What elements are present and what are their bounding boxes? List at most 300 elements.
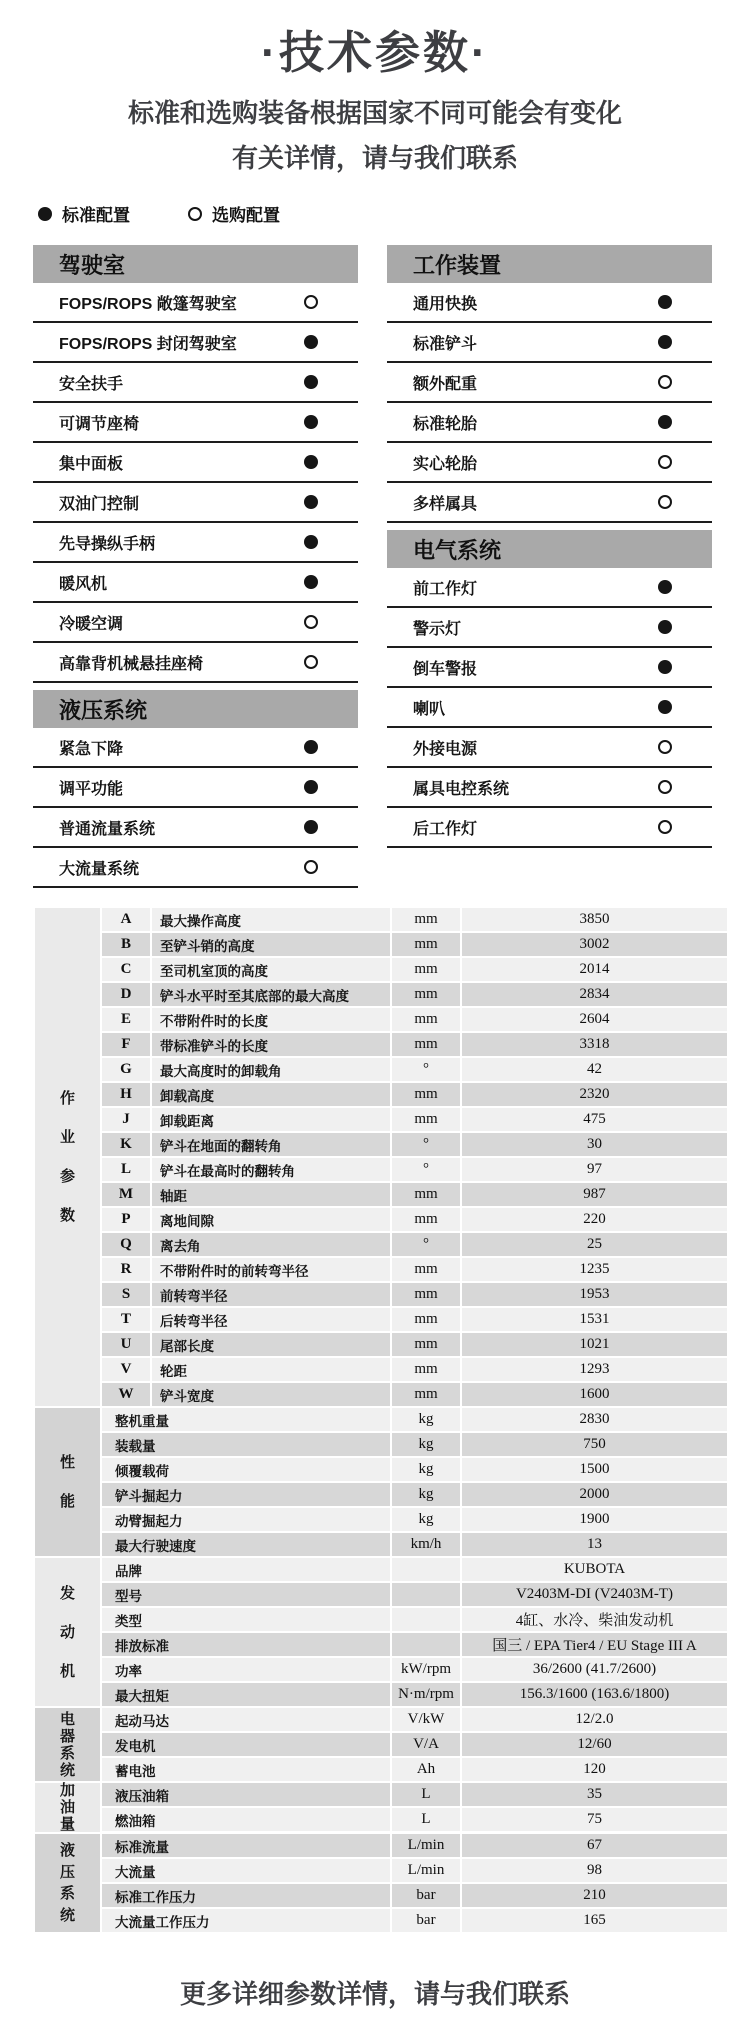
spec-unit: kg xyxy=(392,1458,460,1481)
equipment-label: 倒车警报 xyxy=(413,660,478,678)
spec-label: 离地间隙 xyxy=(152,1208,390,1231)
equipment-row xyxy=(33,523,358,563)
spec-label: 不带附件时的前转弯半径 xyxy=(152,1258,390,1281)
spec-label: 大流量 xyxy=(102,1859,390,1882)
spec-label: 卸载距离 xyxy=(152,1108,390,1131)
standard-config-dot-icon xyxy=(658,700,672,714)
legend-standard xyxy=(38,201,130,226)
optional-config-dot-icon xyxy=(658,455,672,469)
spec-key: C xyxy=(102,958,150,981)
subtitle-line-2: 有关详情，请与我们联系 xyxy=(231,143,518,173)
equipment-row xyxy=(387,608,712,648)
spec-value: 75 xyxy=(462,1808,727,1831)
spec-value: 2014 xyxy=(462,958,727,981)
spec-group xyxy=(35,1708,727,1781)
spec-row xyxy=(102,908,727,931)
spec-group-rows xyxy=(102,1408,727,1556)
spec-value: 750 xyxy=(462,1433,727,1456)
spec-row xyxy=(102,933,727,956)
spec-label: 起动马达 xyxy=(102,1708,390,1731)
spec-group-label-char: 量 xyxy=(59,1816,75,1833)
spec-label: 尾部长度 xyxy=(152,1333,390,1356)
equipment-row xyxy=(33,563,358,603)
optional-config-dot-icon xyxy=(658,375,672,389)
spec-unit: mm xyxy=(392,1108,460,1131)
spec-unit xyxy=(392,1583,460,1606)
page-title: ·技术参数· xyxy=(261,27,489,78)
spec-group-label-char: 统 xyxy=(59,1761,75,1779)
equipment-row xyxy=(33,603,358,643)
spec-value: 1500 xyxy=(462,1458,727,1481)
equipment-label: 冷暖空调 xyxy=(59,615,124,633)
spec-key: J xyxy=(102,1108,150,1131)
spec-label: 铲斗掘起力 xyxy=(102,1483,390,1506)
optional-config-dot-icon xyxy=(658,780,672,794)
spec-key: B xyxy=(102,933,150,956)
spec-label: 卸载高度 xyxy=(152,1083,390,1106)
optional-config-dot-icon xyxy=(304,295,318,309)
equipment-row xyxy=(387,363,712,403)
spec-group xyxy=(35,908,727,1406)
spec-unit xyxy=(392,1558,460,1581)
equipment-row xyxy=(387,768,712,808)
spec-unit: mm xyxy=(392,1258,460,1281)
spec-value: 13 xyxy=(462,1533,727,1556)
spec-unit: Ah xyxy=(392,1758,460,1781)
spec-value: 98 xyxy=(462,1859,727,1882)
spec-row xyxy=(102,1658,727,1681)
standard-config-dot-icon xyxy=(304,495,318,509)
spec-unit: L xyxy=(392,1808,460,1831)
spec-unit: kg xyxy=(392,1408,460,1431)
spec-value: 35 xyxy=(462,1783,727,1806)
standard-config-dot-icon xyxy=(658,620,672,634)
spec-row xyxy=(102,1783,727,1806)
spec-label: 类型 xyxy=(102,1608,390,1631)
spec-row xyxy=(102,1383,727,1406)
spec-label: 标准流量 xyxy=(102,1834,390,1857)
spec-group xyxy=(35,1834,727,1932)
spec-value: 1235 xyxy=(462,1258,727,1281)
spec-value: 210 xyxy=(462,1884,727,1907)
spec-value: 3002 xyxy=(462,933,727,956)
spec-row xyxy=(102,1108,727,1131)
spec-unit: mm xyxy=(392,983,460,1006)
spec-group-label-char: 机 xyxy=(59,1662,75,1680)
spec-row xyxy=(102,1508,727,1531)
section-header: 电气系统 xyxy=(387,530,712,568)
spec-row xyxy=(102,1733,727,1756)
spec-group-label-char: 业 xyxy=(59,1129,75,1146)
equipment-label: 前工作灯 xyxy=(413,580,478,598)
spec-row xyxy=(102,1258,727,1281)
spec-row xyxy=(102,1158,727,1181)
spec-unit: kW/rpm xyxy=(392,1658,460,1681)
spec-label: 品牌 xyxy=(102,1558,390,1581)
spec-value: KUBOTA xyxy=(462,1558,727,1581)
spec-unit: mm xyxy=(392,1283,460,1306)
spec-unit: mm xyxy=(392,1383,460,1406)
spec-label: 铲斗宽度 xyxy=(152,1383,390,1406)
spec-value: 120 xyxy=(462,1758,727,1781)
equipment-row xyxy=(387,443,712,483)
standard-config-dot-icon xyxy=(304,575,318,589)
equipment-row xyxy=(33,848,358,888)
spec-value: 475 xyxy=(462,1108,727,1131)
spec-group-label-char: 数 xyxy=(59,1207,75,1224)
spec-label: 动臂掘起力 xyxy=(102,1508,390,1531)
spec-value: 3850 xyxy=(462,908,727,931)
spec-unit: ° xyxy=(392,1058,460,1081)
spec-label: 至铲斗销的高度 xyxy=(152,933,390,956)
spec-unit: ° xyxy=(392,1158,460,1181)
spec-group-label xyxy=(35,1558,100,1706)
spec-label: 液压油箱 xyxy=(102,1783,390,1806)
spec-row xyxy=(102,1558,727,1581)
spec-value: 1953 xyxy=(462,1283,727,1306)
spec-label: 大流量工作压力 xyxy=(102,1909,390,1932)
standard-config-dot-icon xyxy=(38,207,52,221)
spec-label: 蓄电池 xyxy=(102,1758,390,1781)
spec-row xyxy=(102,1433,727,1456)
spec-value: 987 xyxy=(462,1183,727,1206)
spec-row xyxy=(102,1008,727,1031)
optional-config-dot-icon xyxy=(658,495,672,509)
equipment-label: 暖风机 xyxy=(59,575,108,593)
spec-row xyxy=(102,1483,727,1506)
equipment-label: 可调节座椅 xyxy=(59,415,140,433)
spec-row xyxy=(102,1533,727,1556)
spec-unit: bar xyxy=(392,1884,460,1907)
equipment-row xyxy=(387,688,712,728)
spec-value: 1293 xyxy=(462,1358,727,1381)
spec-key: R xyxy=(102,1258,150,1281)
spec-row xyxy=(102,1758,727,1781)
spec-value: 67 xyxy=(462,1834,727,1857)
spec-value: 2000 xyxy=(462,1483,727,1506)
spec-value: 165 xyxy=(462,1909,727,1932)
spec-label: 最大扭矩 xyxy=(102,1683,390,1706)
spec-key: F xyxy=(102,1033,150,1056)
equipment-label: 调平功能 xyxy=(59,780,124,798)
standard-config-dot-icon xyxy=(304,375,318,389)
spec-value: 12/60 xyxy=(462,1733,727,1756)
equipment-row xyxy=(33,483,358,523)
spec-row xyxy=(102,1283,727,1306)
optional-config-dot-icon xyxy=(188,207,202,221)
spec-key: A xyxy=(102,908,150,931)
spec-row xyxy=(102,1358,727,1381)
equipment-label: FOPS/ROPS 敞篷驾驶室 xyxy=(59,295,237,313)
optional-config-dot-icon xyxy=(658,740,672,754)
spec-label: 最大行驶速度 xyxy=(102,1533,390,1556)
spec-label: 轴距 xyxy=(152,1183,390,1206)
spec-group-label-char: 油 xyxy=(59,1799,75,1816)
equipment-label: 标准轮胎 xyxy=(413,415,478,433)
standard-config-dot-icon xyxy=(304,535,318,549)
standard-config-dot-icon xyxy=(304,455,318,469)
standard-config-dot-icon xyxy=(304,820,318,834)
equipment-label: 双油门控制 xyxy=(59,495,140,513)
standard-config-dot-icon xyxy=(304,335,318,349)
standard-config-dot-icon xyxy=(304,740,318,754)
spec-value: 2834 xyxy=(462,983,727,1006)
spec-unit: mm xyxy=(392,1008,460,1031)
equipment-row xyxy=(33,363,358,403)
standard-config-dot-icon xyxy=(658,660,672,674)
spec-value: 2604 xyxy=(462,1008,727,1031)
equipment-row xyxy=(33,768,358,808)
spec-value: 30 xyxy=(462,1133,727,1156)
spec-row xyxy=(102,1083,727,1106)
equipment-lists xyxy=(33,245,712,888)
spec-value: 42 xyxy=(462,1058,727,1081)
spec-unit: mm xyxy=(392,1333,460,1356)
equipment-row xyxy=(33,403,358,443)
spec-key: Q xyxy=(102,1233,150,1256)
spec-row xyxy=(102,983,727,1006)
spec-row xyxy=(102,1208,727,1231)
equipment-label: 外接电源 xyxy=(413,740,478,758)
spec-unit: L/min xyxy=(392,1859,460,1882)
legend-optional-label: 选购配置 xyxy=(212,206,280,225)
spec-group-label-char: 系 xyxy=(59,1744,75,1762)
spec-unit: ° xyxy=(392,1233,460,1256)
spec-label: 功率 xyxy=(102,1658,390,1681)
spec-group-label-char: 器 xyxy=(59,1727,75,1745)
spec-value: 25 xyxy=(462,1233,727,1256)
equipment-label: 属具电控系统 xyxy=(413,780,510,798)
section-header: 驾驶室 xyxy=(33,245,358,283)
spec-unit: N·m/rpm xyxy=(392,1683,460,1706)
equipment-label: 标准铲斗 xyxy=(413,335,478,353)
equipment-row xyxy=(33,283,358,323)
spec-row xyxy=(102,1608,727,1631)
spec-row xyxy=(102,1808,727,1831)
spec-unit: mm xyxy=(392,1033,460,1056)
optional-config-dot-icon xyxy=(304,615,318,629)
spec-unit: mm xyxy=(392,908,460,931)
equipment-right-column xyxy=(387,245,712,888)
equipment-label: 通用快换 xyxy=(413,295,478,313)
spec-key: U xyxy=(102,1333,150,1356)
spec-value: 3318 xyxy=(462,1033,727,1056)
legend-optional xyxy=(188,201,280,226)
subtitle-line-1: 标准和选购装备根据国家不同可能会有变化 xyxy=(127,98,622,128)
optional-config-dot-icon xyxy=(658,820,672,834)
spec-group-label xyxy=(35,1783,100,1832)
spec-label: 发电机 xyxy=(102,1733,390,1756)
spec-unit: mm xyxy=(392,1358,460,1381)
spec-label: 不带附件时的长度 xyxy=(152,1008,390,1031)
spec-row xyxy=(102,1583,727,1606)
spec-label: 最大高度时的卸载角 xyxy=(152,1058,390,1081)
spec-unit: kg xyxy=(392,1508,460,1531)
spec-key: H xyxy=(102,1083,150,1106)
spec-row xyxy=(102,1884,727,1907)
spec-unit: V/A xyxy=(392,1733,460,1756)
equipment-row xyxy=(33,323,358,363)
equipment-row xyxy=(387,283,712,323)
standard-config-dot-icon xyxy=(658,335,672,349)
optional-config-dot-icon xyxy=(304,655,318,669)
spec-row xyxy=(102,1133,727,1156)
spec-value: 2320 xyxy=(462,1083,727,1106)
spec-key: E xyxy=(102,1008,150,1031)
section-header: 液压系统 xyxy=(33,690,358,728)
spec-label: 铲斗在最高时的翻转角 xyxy=(152,1158,390,1181)
spec-group-rows xyxy=(102,1558,727,1706)
spec-group-label-char: 系 xyxy=(59,1885,75,1903)
spec-label: 至司机室顶的高度 xyxy=(152,958,390,981)
spec-row xyxy=(102,1683,727,1706)
standard-config-dot-icon xyxy=(304,415,318,429)
equipment-row xyxy=(33,728,358,768)
equipment-label: 额外配重 xyxy=(413,375,478,393)
spec-unit xyxy=(392,1608,460,1631)
spec-unit: bar xyxy=(392,1909,460,1932)
spec-row xyxy=(102,1408,727,1431)
spec-group-label xyxy=(35,1834,100,1932)
spec-unit: kg xyxy=(392,1433,460,1456)
spec-unit: mm xyxy=(392,933,460,956)
equipment-label: 普通流量系统 xyxy=(59,820,156,838)
standard-config-dot-icon xyxy=(658,295,672,309)
equipment-label: 集中面板 xyxy=(59,455,124,473)
spec-row xyxy=(102,1458,727,1481)
equipment-label: 多样属具 xyxy=(413,495,478,513)
spec-row xyxy=(102,958,727,981)
spec-key: P xyxy=(102,1208,150,1231)
spec-key: V xyxy=(102,1358,150,1381)
spec-group-label-char: 电 xyxy=(59,1710,75,1728)
equipment-row xyxy=(33,443,358,483)
spec-key: L xyxy=(102,1158,150,1181)
spec-row xyxy=(102,1859,727,1882)
spec-group-label xyxy=(35,908,100,1406)
spec-row xyxy=(102,1708,727,1731)
legend-standard-label: 标准配置 xyxy=(62,206,130,225)
spec-unit: L xyxy=(392,1783,460,1806)
spec-value: 97 xyxy=(462,1158,727,1181)
spec-group-label-char: 发 xyxy=(59,1584,75,1602)
spec-group-rows xyxy=(102,1783,727,1832)
spec-value: 1021 xyxy=(462,1333,727,1356)
footer-note: 更多详细参数详情，请与我们联系 xyxy=(179,1979,570,2009)
equipment-label: 高靠背机械悬挂座椅 xyxy=(59,655,204,673)
spec-label: 排放标准 xyxy=(102,1633,390,1656)
equipment-row xyxy=(33,808,358,848)
standard-config-dot-icon xyxy=(658,580,672,594)
spec-label: 装载量 xyxy=(102,1433,390,1456)
spec-row xyxy=(102,1333,727,1356)
spec-row xyxy=(102,1033,727,1056)
spec-unit: km/h xyxy=(392,1533,460,1556)
spec-group-label xyxy=(35,1708,100,1781)
equipment-label: 喇叭 xyxy=(413,700,446,718)
spec-key: M xyxy=(102,1183,150,1206)
spec-label: 前转弯半径 xyxy=(152,1283,390,1306)
spec-value: 1531 xyxy=(462,1308,727,1331)
spec-unit: mm xyxy=(392,1083,460,1106)
equipment-label: FOPS/ROPS 封闭驾驶室 xyxy=(59,335,237,353)
equipment-label: 安全扶手 xyxy=(59,375,124,393)
spec-label: 带标准铲斗的长度 xyxy=(152,1033,390,1056)
spec-group-label-char: 动 xyxy=(59,1623,75,1641)
equipment-row xyxy=(387,403,712,443)
spec-unit: mm xyxy=(392,1183,460,1206)
spec-unit: L/min xyxy=(392,1834,460,1857)
equipment-label: 警示灯 xyxy=(413,620,462,638)
spec-row xyxy=(102,1633,727,1656)
spec-row xyxy=(102,1233,727,1256)
standard-config-dot-icon xyxy=(658,415,672,429)
spec-group xyxy=(35,1558,727,1706)
spec-label: 铲斗水平时至其底部的最大高度 xyxy=(152,983,390,1006)
spec-group-label-char: 加 xyxy=(59,1782,75,1799)
equipment-row xyxy=(387,323,712,363)
spec-value: V2403M-DI (V2403M-T) xyxy=(462,1583,727,1606)
spec-row xyxy=(102,1058,727,1081)
spec-group-rows xyxy=(102,908,727,1406)
equipment-label: 紧急下降 xyxy=(59,740,124,758)
spec-group-label-char: 统 xyxy=(59,1906,75,1924)
equipment-row xyxy=(387,808,712,848)
spec-label: 轮距 xyxy=(152,1358,390,1381)
equipment-row xyxy=(387,648,712,688)
config-legend xyxy=(38,201,750,226)
spec-value: 1600 xyxy=(462,1383,727,1406)
equipment-left-column xyxy=(33,245,358,888)
spec-label: 铲斗在地面的翻转角 xyxy=(152,1133,390,1156)
equipment-label: 后工作灯 xyxy=(413,820,478,838)
spec-row xyxy=(102,1183,727,1206)
spec-key: G xyxy=(102,1058,150,1081)
section-header: 工作装置 xyxy=(387,245,712,283)
spec-value: 156.3/1600 (163.6/1800) xyxy=(462,1683,727,1706)
spec-group-label-char: 能 xyxy=(59,1493,75,1510)
spec-group-label-char: 性 xyxy=(59,1454,75,1471)
spec-value: 4缸、水冷、柴油发动机 xyxy=(462,1608,727,1631)
optional-config-dot-icon xyxy=(304,860,318,874)
spec-label: 最大操作高度 xyxy=(152,908,390,931)
equipment-row xyxy=(33,643,358,683)
spec-row xyxy=(102,1834,727,1857)
spec-label: 型号 xyxy=(102,1583,390,1606)
spec-unit xyxy=(392,1633,460,1656)
spec-group-rows xyxy=(102,1834,727,1932)
spec-group xyxy=(35,1783,727,1832)
spec-value: 国三 / EPA Tier4 / EU Stage III A xyxy=(462,1633,727,1656)
spec-label: 离去角 xyxy=(152,1233,390,1256)
spec-key: K xyxy=(102,1133,150,1156)
equipment-row xyxy=(387,483,712,523)
equipment-label: 大流量系统 xyxy=(59,860,140,878)
spec-label: 后转弯半径 xyxy=(152,1308,390,1331)
standard-config-dot-icon xyxy=(304,780,318,794)
spec-group-label-char: 参 xyxy=(59,1168,75,1185)
spec-key: D xyxy=(102,983,150,1006)
spec-group-label-char: 液 xyxy=(59,1842,75,1860)
spec-row xyxy=(102,1909,727,1932)
equipment-row xyxy=(387,728,712,768)
spec-group-rows xyxy=(102,1708,727,1781)
spec-group-label xyxy=(35,1408,100,1556)
spec-unit: ° xyxy=(392,1133,460,1156)
spec-row xyxy=(102,1308,727,1331)
spec-unit: kg xyxy=(392,1483,460,1506)
spec-unit: V/kW xyxy=(392,1708,460,1731)
